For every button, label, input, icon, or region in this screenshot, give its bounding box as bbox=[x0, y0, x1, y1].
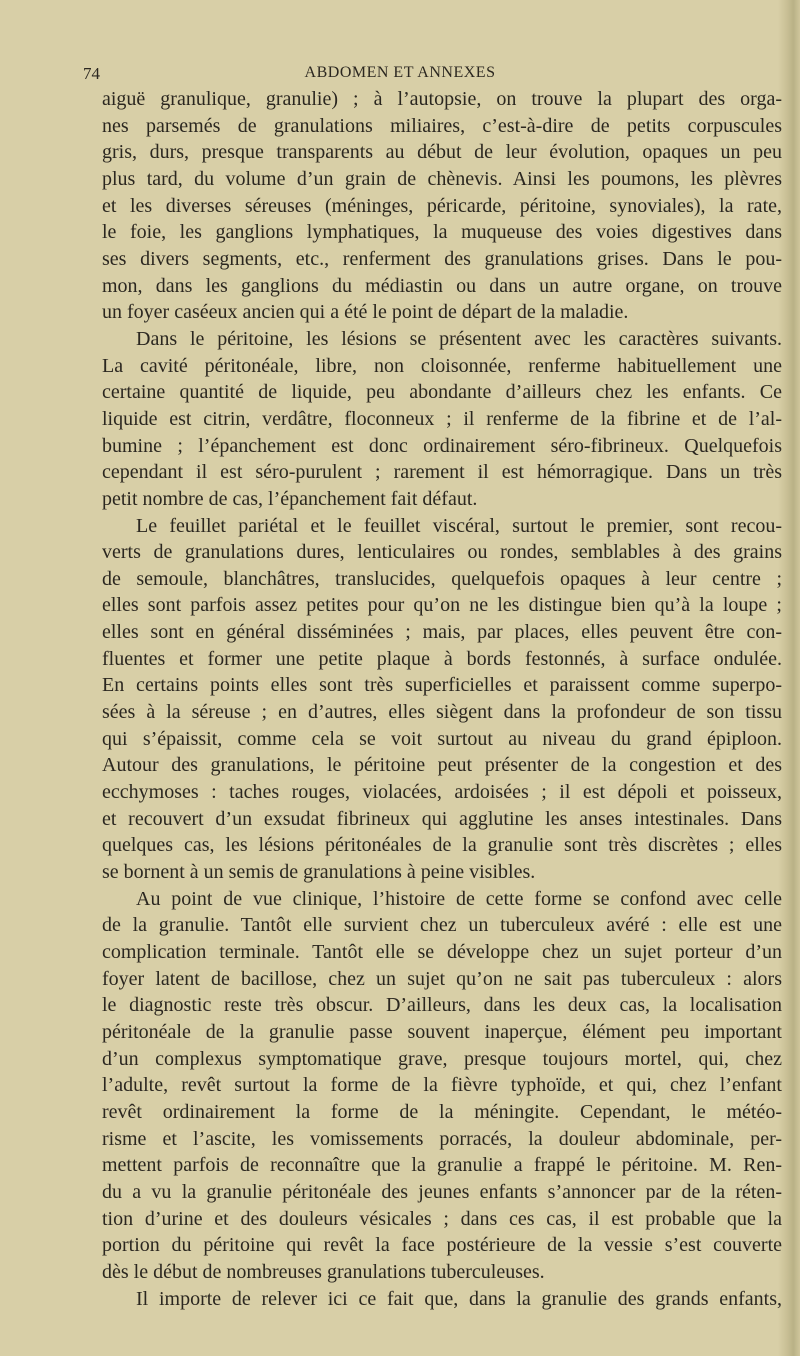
text-line: cependant il est séro-purulent ; rarement il est hémorragique. Dans un très bbox=[102, 461, 782, 484]
text-line: qui s’épaissit, comme cela se voit surtout au niveau du grand épiploon. bbox=[102, 727, 782, 750]
text-line: gris, durs, presque transparents au début de leur évolution, opaques un peu bbox=[102, 141, 782, 164]
text-line: aiguë granulique, granulie) ; à l’autopsie, on trouve la plupart des orga- bbox=[102, 88, 782, 110]
text-line: plus tard, du volume d’un grain de chènevis. Ainsi les poumons, les plèvres bbox=[102, 167, 782, 190]
text-line: mettent parfois de reconnaître que la granulie a frappé le péritoine. M. Ren- bbox=[102, 1154, 782, 1177]
text-line: elles sont en général disséminées ; mais, par places, elles peuvent être con- bbox=[102, 621, 782, 644]
text-line: En certains points elles sont très superficielles et paraissent comme superpo- bbox=[102, 674, 782, 697]
text-line: Autour des granulations, le péritoine peut présenter de la congestion et des bbox=[102, 754, 782, 777]
text-line: l’adulte, revêt surtout la forme de la fièvre typhoïde, et qui, chez l’enfant bbox=[102, 1074, 782, 1097]
text-line: nes parsemés de granulations miliaires, c’est-à-dire de petits corpuscules bbox=[102, 114, 782, 137]
text-line: de la granulie. Tantôt elle survient chez un tuberculeux avéré : elle est une bbox=[102, 914, 782, 937]
text-line: quelques cas, les lésions péritonéales de la granulie sont très discrètes ; elles bbox=[102, 834, 782, 857]
text-line: et recouvert d’un exsudat fibrineux qui agglutine les anses intestinales. Dans bbox=[102, 807, 782, 830]
page-number: 74 bbox=[83, 64, 100, 83]
text-line: dès le début de nombreuses granulations tuberculeuses. bbox=[102, 1260, 545, 1283]
text-line: se bornent à un semis de granulations à peine visibles. bbox=[102, 861, 536, 884]
text-line: complication terminale. Tantôt elle se développe chez un sujet porteur d’un bbox=[102, 941, 782, 963]
text-line: Le feuillet pariétal et le feuillet viscéral, surtout le premier, sont recou- bbox=[136, 514, 782, 537]
text-line: Dans le péritoine, les lésions se présentent avec les caractères suivants. bbox=[136, 327, 782, 350]
text-line: Il importe de relever ici ce fait que, dans la granulie des grands enfants, bbox=[136, 1287, 782, 1310]
text-line: revêt ordinairement la forme de la méningite. Cependant, le météo- bbox=[102, 1100, 782, 1123]
text-line: un foyer caséeux ancien qui a été le point de départ de la maladie. bbox=[102, 301, 629, 324]
text-line: Au point de vue clinique, l’histoire de cette forme se confond avec celle bbox=[136, 887, 782, 910]
text-line: le foie, les ganglions lymphatiques, la muqueuse des voies digestives dans bbox=[102, 221, 782, 244]
text-line: certaine quantité de liquide, peu abondante d’ailleurs chez les enfants. Ce bbox=[102, 381, 782, 404]
text-line: elles sont parfois assez petites pour qu’on ne les distingue bien qu’à la loupe ; bbox=[102, 594, 782, 617]
text-line: bumine ; l’épanchement est donc ordinairement séro-fibrineux. Quelquefois bbox=[102, 434, 782, 457]
text-line: portion du péritoine qui revêt la face postérieure de la vessie s’est couverte bbox=[102, 1234, 782, 1257]
text-line: du a vu la granulie péritonéale des jeunes enfants s’annoncer par de la réten- bbox=[102, 1180, 782, 1203]
body-text bbox=[102, 86, 782, 1312]
text-line: ecchymoses : taches rouges, violacées, ardoisées ; il est dépoli et poisseux, bbox=[102, 781, 782, 804]
text-line: foyer latent de bacillose, chez un sujet qu’on ne sait pas tuberculeux : alors bbox=[102, 967, 782, 990]
text-line: de semoule, blanchâtres, translucides, quelquefois opaques à leur centre ; bbox=[102, 567, 782, 590]
text-line: mon, dans les ganglions du médiastin ou dans un autre organe, on trouve bbox=[102, 274, 782, 297]
text-line: risme et l’ascite, les vomissements porracés, la douleur abdominale, per- bbox=[102, 1127, 782, 1150]
text-line: petit nombre de cas, l’épanchement fait défaut. bbox=[102, 487, 478, 510]
text-line: tion d’urine et des douleurs vésicales ; dans ces cas, il est probable que la bbox=[102, 1207, 782, 1230]
text-line: liquide est citrin, verdâtre, floconneux ; il renferme de la fibrine et de l’al- bbox=[102, 407, 782, 430]
text-line: ses divers segments, etc., renferment des granulations grises. Dans le pou- bbox=[102, 247, 782, 270]
text-line: fluentes et former une petite plaque à bords festonnés, à surface ondulée. bbox=[102, 647, 782, 670]
text-line: verts de granulations dures, lenticulaires ou rondes, semblables à des grains bbox=[102, 541, 782, 564]
text-line: et les diverses séreuses (méninges, péricarde, péritoine, synoviales), la rate, bbox=[102, 194, 782, 217]
text-line: d’un complexus symptomatique grave, presque toujours mortel, qui, chez bbox=[102, 1047, 782, 1070]
running-head: ABDOMEN ET ANNEXES bbox=[304, 64, 496, 81]
text-line: péritonéale de la granulie passe souvent inaperçue, élément peu important bbox=[102, 1020, 782, 1043]
text-line: sées à la séreuse ; en d’autres, elles siègent dans la profondeur de son tissu bbox=[102, 701, 782, 724]
text-line: le diagnostic reste très obscur. D’ailleurs, dans les deux cas, la localisation bbox=[102, 994, 782, 1017]
text-line: La cavité péritonéale, libre, non cloisonnée, renferme habituellement une bbox=[102, 354, 782, 377]
